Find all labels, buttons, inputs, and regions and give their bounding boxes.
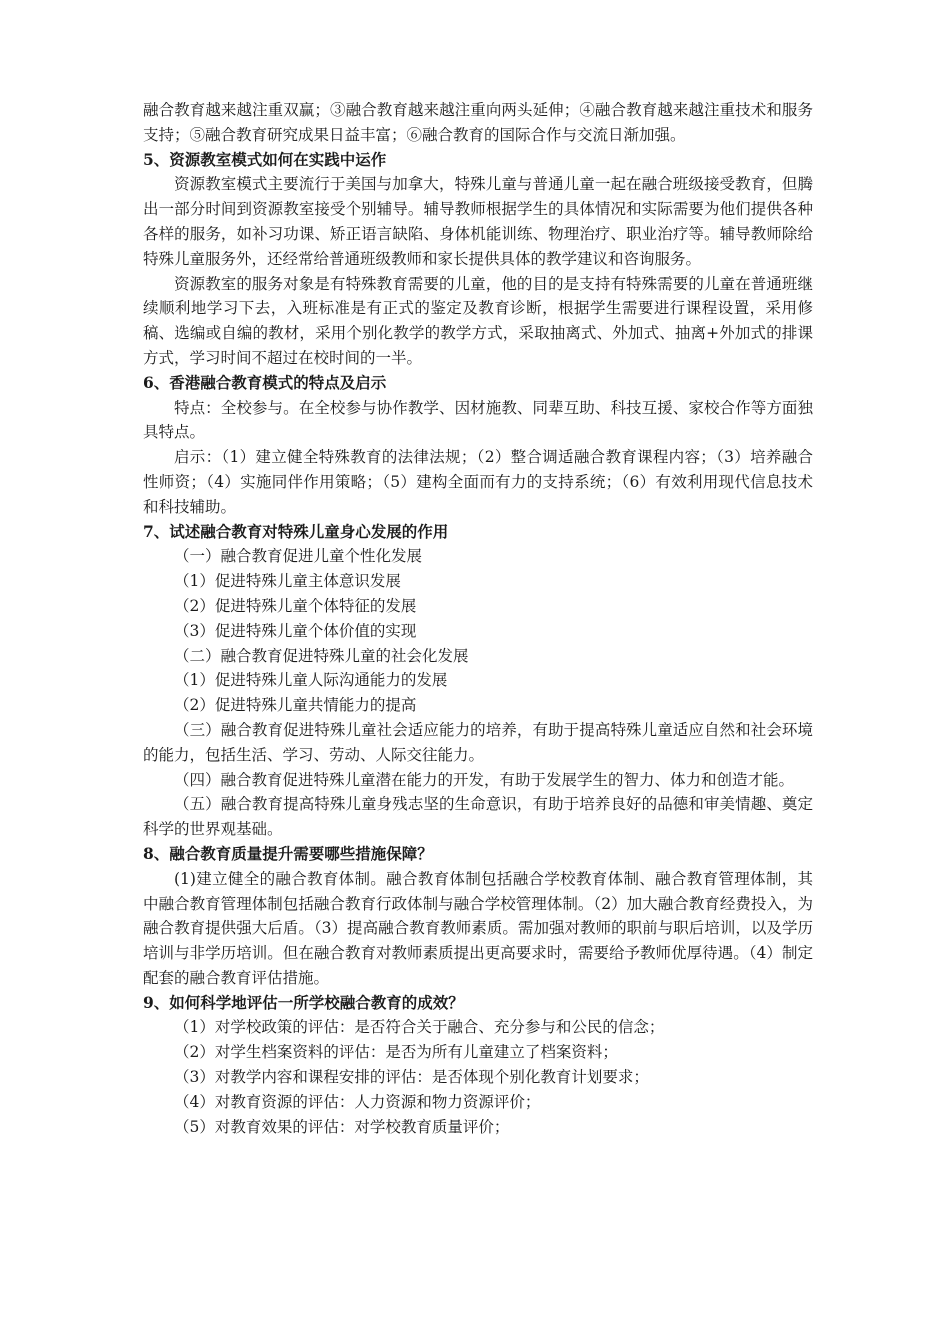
- continuation-paragraph: 融合教育越来越注重双赢；③融合教育越来越注重向两头延伸；④融合教育越来越注重技术和服务支持；⑤融合教育研究成果日益丰富；⑥融合教育的国际合作与交流日渐加强。: [143, 101, 813, 144]
- section-7-heading: 7、试述融合教育对特殊儿童身心发展的作用: [143, 521, 449, 541]
- document-page: [143, 98, 813, 1139]
- section-6-paragraph-2: 启示：（1）建立健全特殊教育的法律法规；（2）整合调适融合教育课程内容；（3）培养融合性师资；（4）实施同伴作用策略；（5）建构全面而有力的支持系统；（6）有效利用现代信息技术和科技辅助。: [143, 448, 813, 516]
- section-7-list-item: （2）促进特殊儿童共情能力的提高: [174, 696, 417, 715]
- section-9-list-item: （2）对学生档案资料的评估：是否为所有儿童建立了档案资料；: [174, 1043, 618, 1062]
- section-7-list-item: （1）促进特殊儿童人际沟通能力的发展: [174, 671, 448, 690]
- section-6-paragraph-1: 特点：全校参与。在全校参与协作教学、因材施教、同辈互助、科技互援、家校合作等方面独具特点。: [143, 398, 813, 442]
- section-9-list-item: （1）对学校政策的评估：是否符合关于融合、充分参与和公民的信念；: [174, 1018, 665, 1037]
- section-9-heading: 9、如何科学地评估一所学校融合教育的成效？: [143, 992, 464, 1012]
- section-9-list-item: （3）对教学内容和课程安排的评估：是否体现个别化教育计划要求；: [174, 1068, 649, 1087]
- section-7-paragraph-3: （三）融合教育促进特殊儿童社会适应能力的培养，有助于提高特殊儿童适应自然和社会环境的能力，包括生活、学习、劳动、人际交往能力。: [143, 720, 813, 764]
- section-5-paragraph-2: 资源教室的服务对象是有特殊教育需要的儿童，他的目的是支持有特殊需要的儿童在普通班继续顺利地学习下去，入班标准是有正式的鉴定及教育诊断，根据学生需要进行课程设置，采用修稿、选编或自编的教材，采用个别化教学的教学方式，采取抽离式、外加式、抽离+外加式的排课方式，学习时间不超过在校时间的一半。: [143, 274, 813, 367]
- section-5-heading: 5、资源教室模式如何在实践中运作: [143, 149, 387, 169]
- section-7-list-item: （二）融合教育促进特殊儿童的社会化发展: [174, 646, 469, 665]
- section-7-list-item: （2）促进特殊儿童个体特征的发展: [174, 596, 417, 615]
- section-9-list-item: （5）对教育效果的评估：对学校教育质量评价；: [174, 1117, 510, 1136]
- section-5-paragraph-1: 资源教室模式主要流行于美国与加拿大，特殊儿童与普通儿童一起在融合班级接受教育，但腾出一部分时间到资源教室接受个别辅导。辅导教师根据学生的具体情况和实际需要为他们提供各种各样的服务，如补习功课、矫正语言缺陷、身体机能训练、物理治疗、职业治疗等。辅导教师除给特殊儿童服务外，还经常给普通班级教师和家长提供具体的教学建议和咨询服务。: [143, 175, 813, 268]
- section-7-list-item: （一）融合教育促进儿童个性化发展: [174, 547, 423, 566]
- section-7-paragraph-5: （五）融合教育提高特殊儿童身残志坚的生命意识，有助于培养良好的品德和审美情趣、奠定科学的世界观基础。: [143, 795, 813, 839]
- section-7-list-item: （3）促进特殊儿童个体价值的实现: [174, 621, 417, 640]
- section-8-heading: 8、融合教育质量提升需要哪些措施保障？: [143, 843, 433, 863]
- section-6-heading: 6、香港融合教育模式的特点及启示: [143, 372, 387, 392]
- section-9-list-item: （4）对教育资源的评估：人力资源和物力资源评价；: [174, 1092, 541, 1111]
- section-7-list-item: （1）促进特殊儿童主体意识发展: [174, 572, 401, 591]
- section-8-paragraph-1: (1)建立健全的融合教育体制。融合教育体制包括融合学校教育体制、融合教育管理体制，其中融合教育管理体制包括融合教育行政体制与融合学校管理体制。（2）加大融合教育经费投入，为融合教育提供强大后盾。（3）提高融合教育教师素质。需加强对教师的职前与职后培训，以及学历培训与非学历培训。但在融合教育对教师素质提出更高要求时，需要给予教师优厚待遇。（4）制定配套的融合教育评估措施。: [143, 869, 813, 987]
- section-7-paragraph-4: （四）融合教育促进特殊儿童潜在能力的开发，有助于发展学生的智力、体力和创造才能。: [174, 770, 795, 789]
